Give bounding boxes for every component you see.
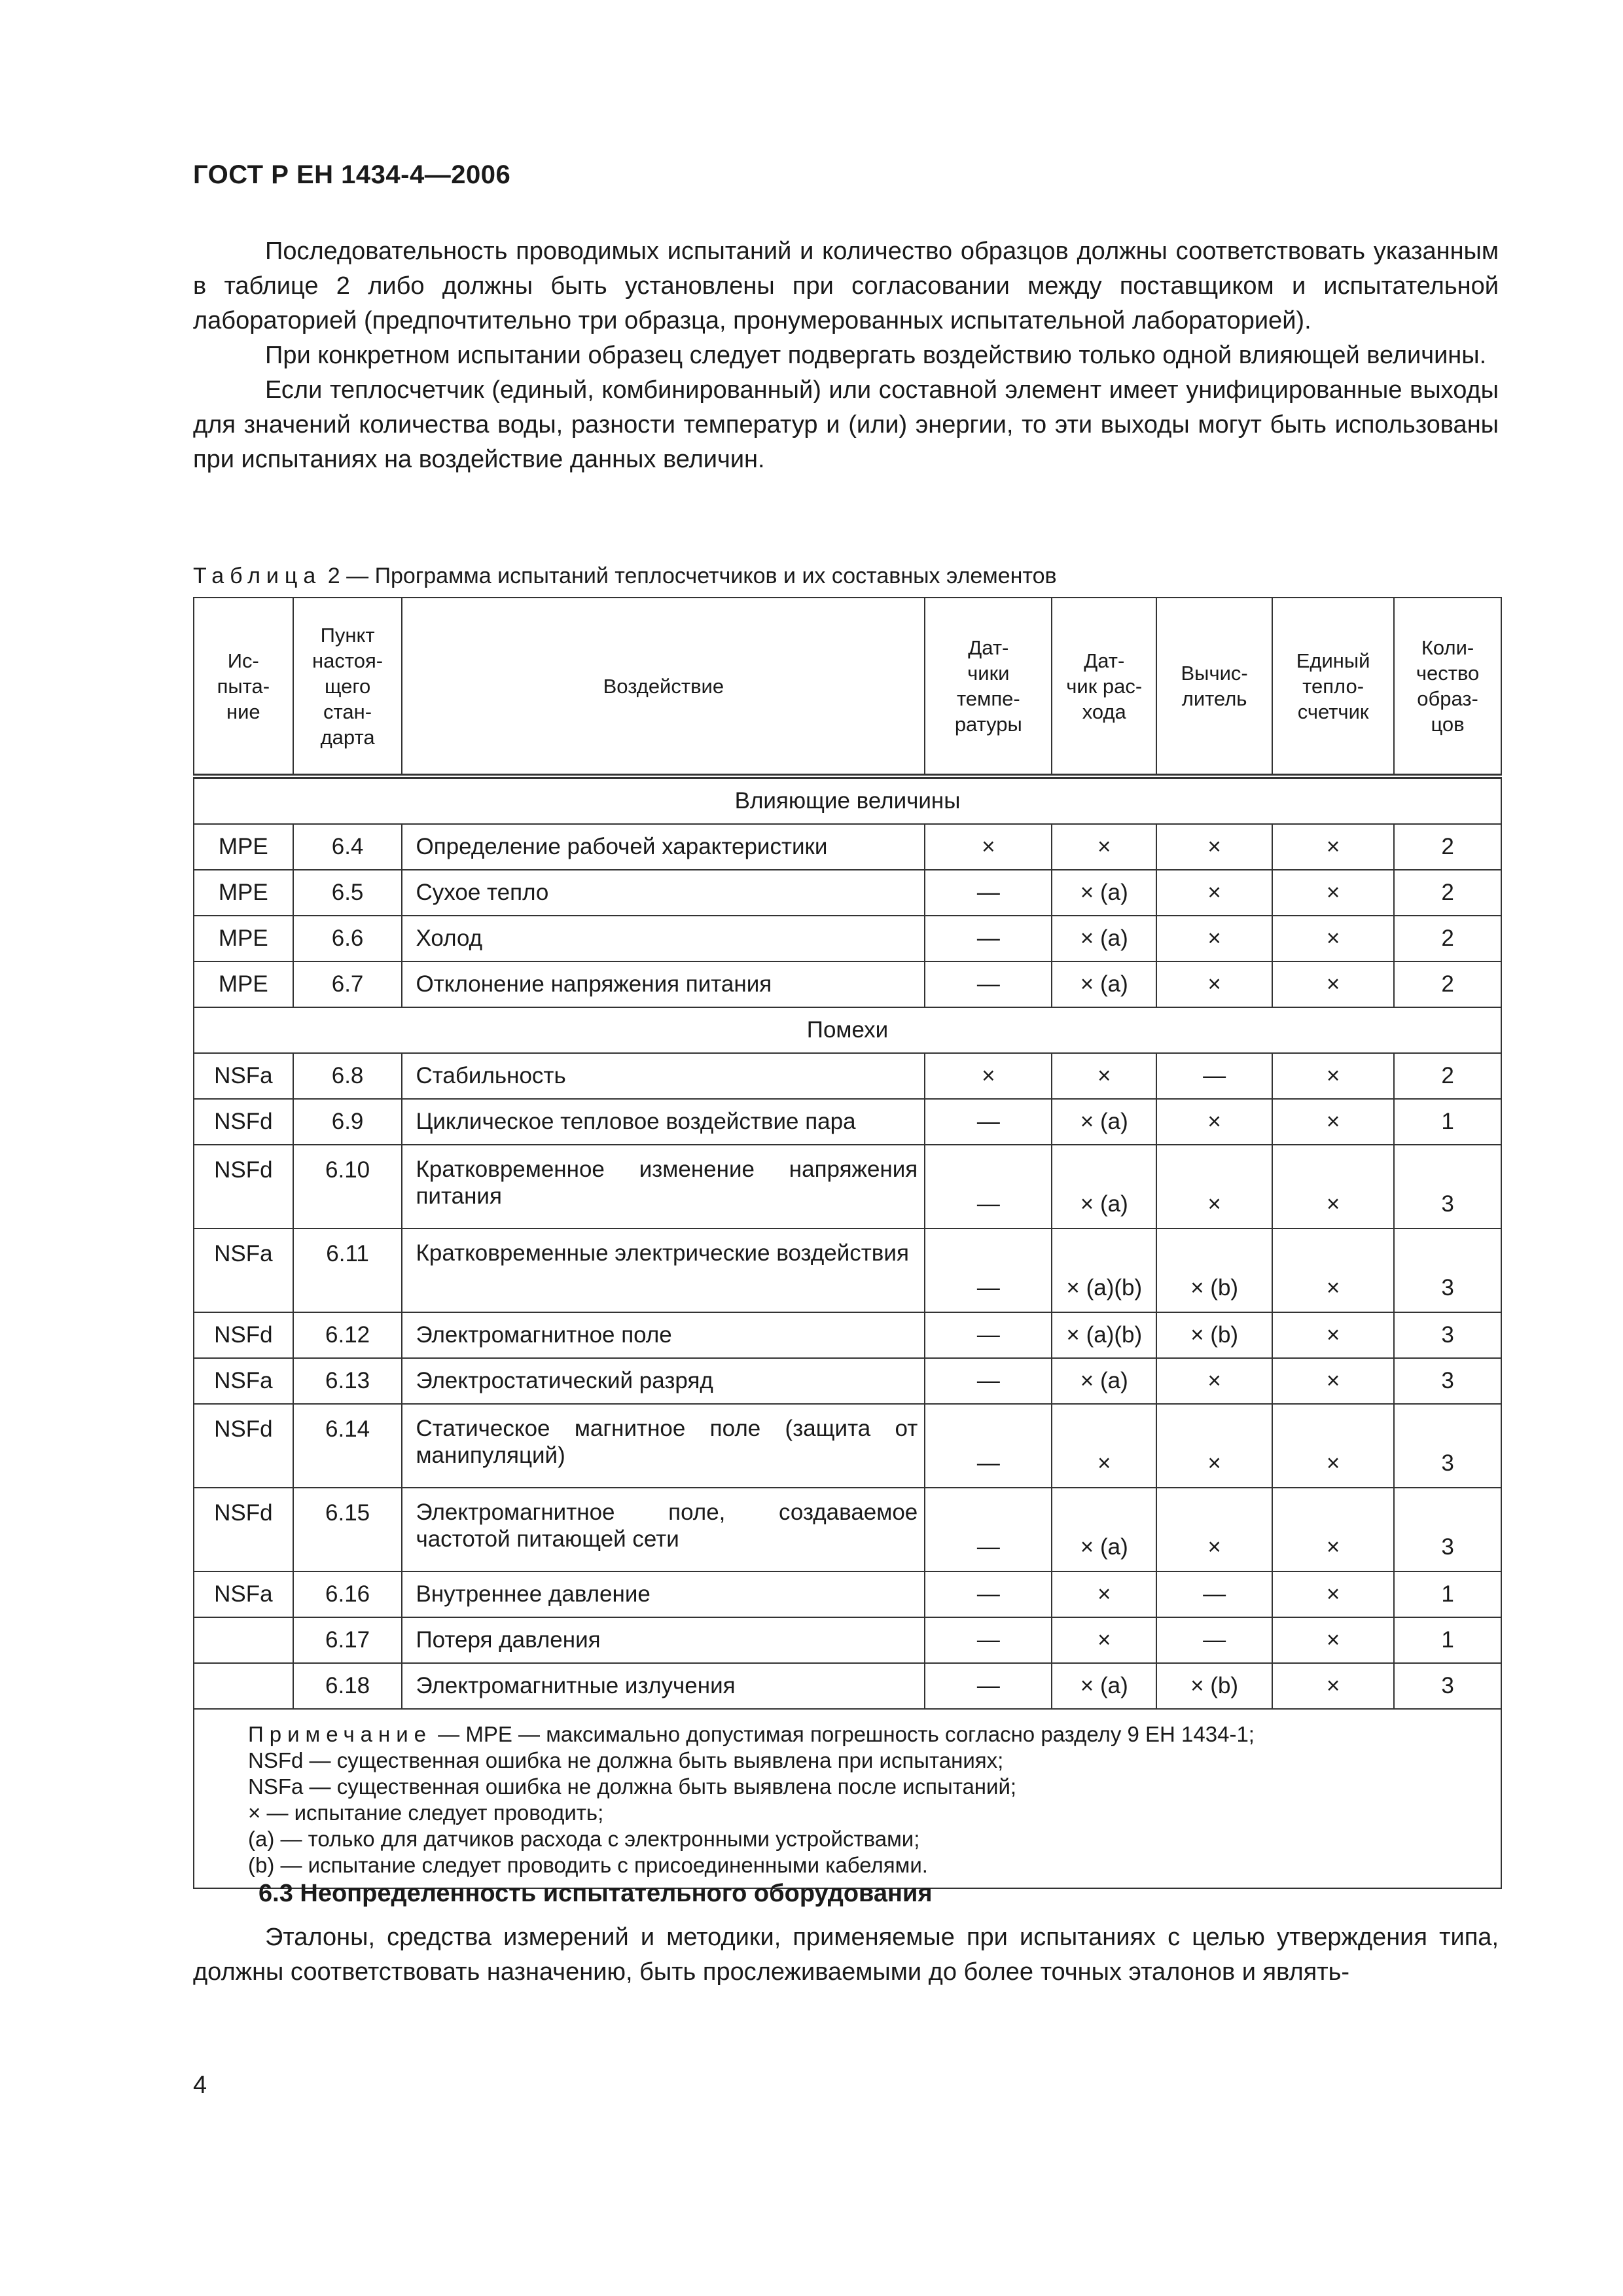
cell-clause: 6.9 — [293, 1099, 402, 1145]
cell-temperature: — — [925, 916, 1052, 961]
cell-test: NSFd — [194, 1312, 293, 1358]
cell-meter: × — [1272, 961, 1394, 1007]
cell-samples: 3 — [1394, 1145, 1501, 1229]
cell-calculator: × (b) — [1156, 1229, 1272, 1312]
cell-clause: 6.18 — [293, 1663, 402, 1709]
header-sample-count: Коли- чество образ- цов — [1394, 598, 1501, 776]
cell-samples: 1 — [1394, 1617, 1501, 1663]
table-caption — [193, 563, 1057, 589]
cell-clause: 6.14 — [293, 1404, 402, 1488]
intro-paragraph: Последовательность проводимых испытаний и количество образцов должны соответствовать указанным в таблице 2 либо должны быть установлены при согласовании между поставщиком и испытательной лабораторией (предпочтительно три образца, пронумерованных испытательной лабораторией). — [193, 238, 1499, 334]
cell-test: NSFa — [194, 1358, 293, 1404]
cell-meter: × — [1272, 1617, 1394, 1663]
table-header-row — [194, 598, 1501, 776]
header-complete-meter: Единый тепло- счетчик — [1272, 598, 1394, 776]
note-line: NSFd — существенная ошибка не должна быть выявлена при испытаниях; — [248, 1748, 1004, 1772]
intro-text — [193, 234, 1499, 477]
cell-clause: 6.8 — [293, 1053, 402, 1099]
cell-meter: × — [1272, 1229, 1394, 1312]
document-code: ГОСТ Р ЕН 1434-4—2006 — [193, 160, 511, 189]
cell-meter: × — [1272, 916, 1394, 961]
cell-flow: × (a) — [1052, 1145, 1156, 1229]
table-row — [194, 1617, 1501, 1663]
note-line — [248, 1721, 1494, 1748]
cell-flow: × (a) — [1052, 1358, 1156, 1404]
cell-test: NSFd — [194, 1488, 293, 1571]
cell-samples: 2 — [1394, 824, 1501, 870]
cell-test: NSFa — [194, 1053, 293, 1099]
cell-samples: 2 — [1394, 961, 1501, 1007]
cell-flow: × (a) — [1052, 916, 1156, 961]
cell-calculator: × — [1156, 1145, 1272, 1229]
cell-test: NSFa — [194, 1571, 293, 1617]
cell-samples: 3 — [1394, 1358, 1501, 1404]
cell-flow: × (a) — [1052, 1488, 1156, 1571]
cell-samples: 2 — [1394, 916, 1501, 961]
header-influence: Воздействие — [402, 598, 925, 776]
cell-samples: 3 — [1394, 1663, 1501, 1709]
cell-calculator: × — [1156, 1404, 1272, 1488]
cell-calculator: × — [1156, 916, 1272, 961]
note-line: × — испытание следует проводить; — [248, 1801, 604, 1825]
page-number: 4 — [193, 2072, 207, 2099]
cell-calculator: × (b) — [1156, 1663, 1272, 1709]
cell-test: MPE — [194, 916, 293, 961]
cell-flow: × (a) — [1052, 1099, 1156, 1145]
header-calculator: Вычис- литель — [1156, 598, 1272, 776]
table-row — [194, 916, 1501, 961]
cell-temperature: — — [925, 1358, 1052, 1404]
cell-samples: 2 — [1394, 870, 1501, 916]
cell-temperature: — — [925, 870, 1052, 916]
cell-influence: Холод — [402, 916, 925, 961]
cell-calculator: — — [1156, 1617, 1272, 1663]
cell-test: MPE — [194, 961, 293, 1007]
header-test: Ис- пыта- ние — [194, 598, 293, 776]
cell-influence: Внутреннее давление — [402, 1571, 925, 1617]
test-program-table — [193, 597, 1502, 1889]
table-row — [194, 1571, 1501, 1617]
cell-meter: × — [1272, 1571, 1394, 1617]
header-clause: Пункт настоя- щего стан- дарта — [293, 598, 402, 776]
cell-calculator: × — [1156, 1358, 1272, 1404]
cell-samples: 3 — [1394, 1488, 1501, 1571]
table-caption-text: 2 — Программа испытаний теплосчетчиков и их составных элементов — [327, 564, 1057, 588]
note-line: NSFa — существенная ошибка не должна быть выявлена после испытаний; — [248, 1774, 1017, 1799]
cell-influence: Кратковременные электрические воздействия — [402, 1229, 925, 1312]
cell-test: NSFd — [194, 1099, 293, 1145]
cell-clause: 6.11 — [293, 1229, 402, 1312]
cell-temperature: — — [925, 1488, 1052, 1571]
cell-calculator: — — [1156, 1571, 1272, 1617]
cell-flow: × (a)(b) — [1052, 1312, 1156, 1358]
note-word: Примечание — [248, 1722, 433, 1746]
cell-influence: Электромагнитное поле — [402, 1312, 925, 1358]
cell-samples: 3 — [1394, 1229, 1501, 1312]
cell-samples: 2 — [1394, 1053, 1501, 1099]
table-row — [194, 1488, 1501, 1571]
cell-calculator: × — [1156, 1099, 1272, 1145]
cell-clause: 6.13 — [293, 1358, 402, 1404]
cell-influence: Циклическое тепловое воздействие пара — [402, 1099, 925, 1145]
group-row — [194, 776, 1501, 824]
cell-temperature: — — [925, 1099, 1052, 1145]
table-row — [194, 1404, 1501, 1488]
cell-meter: × — [1272, 870, 1394, 916]
table-row — [194, 1053, 1501, 1099]
cell-samples: 1 — [1394, 1099, 1501, 1145]
cell-meter: × — [1272, 1053, 1394, 1099]
intro-paragraph: При конкретном испытании образец следует подвергать воздействию только одной влияющей величины. — [265, 342, 1487, 369]
table-caption-word: Таблица — [193, 564, 322, 588]
cell-flow: × (a) — [1052, 870, 1156, 916]
cell-temperature: — — [925, 1571, 1052, 1617]
cell-flow: × — [1052, 1617, 1156, 1663]
cell-clause: 6.17 — [293, 1617, 402, 1663]
cell-flow: × (a) — [1052, 961, 1156, 1007]
cell-meter: × — [1272, 1663, 1394, 1709]
cell-temperature: × — [925, 824, 1052, 870]
table-row — [194, 1229, 1501, 1312]
section-body — [193, 1920, 1499, 1990]
cell-samples: 1 — [1394, 1571, 1501, 1617]
cell-influence: Статическое магнитное поле (защита от манипуляций) — [402, 1404, 925, 1488]
cell-temperature: — — [925, 1663, 1052, 1709]
cell-flow: × — [1052, 824, 1156, 870]
cell-influence: Определение рабочей характеристики — [402, 824, 925, 870]
cell-meter: × — [1272, 1358, 1394, 1404]
cell-meter: × — [1272, 1488, 1394, 1571]
cell-temperature: — — [925, 1617, 1052, 1663]
note-line: (b) — испытание следует проводить с присоединенными кабелями. — [248, 1853, 928, 1877]
cell-calculator: × — [1156, 870, 1272, 916]
cell-calculator: × — [1156, 824, 1272, 870]
cell-clause: 6.10 — [293, 1145, 402, 1229]
cell-meter: × — [1272, 1099, 1394, 1145]
cell-influence: Потеря давления — [402, 1617, 925, 1663]
table-row — [194, 1358, 1501, 1404]
cell-clause: 6.5 — [293, 870, 402, 916]
cell-temperature: — — [925, 1145, 1052, 1229]
table-row — [194, 961, 1501, 1007]
cell-meter: × — [1272, 1312, 1394, 1358]
table-row — [194, 1663, 1501, 1709]
cell-clause: 6.7 — [293, 961, 402, 1007]
cell-meter: × — [1272, 1404, 1394, 1488]
cell-temperature: — — [925, 1312, 1052, 1358]
cell-meter: × — [1272, 1145, 1394, 1229]
cell-flow: × — [1052, 1571, 1156, 1617]
cell-flow: × (a)(b) — [1052, 1229, 1156, 1312]
cell-samples: 3 — [1394, 1312, 1501, 1358]
cell-test — [194, 1617, 293, 1663]
cell-clause: 6.4 — [293, 824, 402, 870]
cell-test: NSFd — [194, 1145, 293, 1229]
cell-clause: 6.16 — [293, 1571, 402, 1617]
table-row — [194, 870, 1501, 916]
table-row — [194, 824, 1501, 870]
cell-temperature: — — [925, 1404, 1052, 1488]
cell-temperature: × — [925, 1053, 1052, 1099]
cell-clause: 6.12 — [293, 1312, 402, 1358]
cell-test — [194, 1663, 293, 1709]
header-flow-sensor: Дат- чик рас- хода — [1052, 598, 1156, 776]
group-interference-label: Помехи — [194, 1007, 1501, 1053]
table-row — [194, 1312, 1501, 1358]
table-row — [194, 1099, 1501, 1145]
cell-influence: Электростатический разряд — [402, 1358, 925, 1404]
cell-calculator: × — [1156, 1488, 1272, 1571]
cell-influence: Электромагнитные излучения — [402, 1663, 925, 1709]
note-line: (a) — только для датчиков расхода с электронными устройствами; — [248, 1827, 920, 1851]
cell-clause: 6.15 — [293, 1488, 402, 1571]
section-paragraph: Эталоны, средства измерений и методики, применяемые при испытаниях с целью утверждения типа, должны соответствовать назначению, быть прослеживаемыми до более точных эталонов и являть- — [193, 1924, 1499, 1986]
group-row — [194, 1007, 1501, 1053]
cell-clause: 6.6 — [293, 916, 402, 961]
intro-paragraph: Если теплосчетчик (единый, комбинированный) или составной элемент имеет унифицированные выходы для значений количества воды, разности температур и (или) энергии, то эти выходы могут быть использованы при испытаниях на воздействие данных величин. — [193, 376, 1499, 473]
cell-calculator: × (b) — [1156, 1312, 1272, 1358]
cell-influence: Стабильность — [402, 1053, 925, 1099]
cell-flow: × (a) — [1052, 1663, 1156, 1709]
cell-test: NSFd — [194, 1404, 293, 1488]
section-title: 6.3 Неопределенность испытательного оборудования — [259, 1880, 933, 1907]
cell-influence: Отклонение напряжения питания — [402, 961, 925, 1007]
cell-calculator: — — [1156, 1053, 1272, 1099]
cell-influence: Сухое тепло — [402, 870, 925, 916]
header-temperature-sensors: Дат- чики темпе- ратуры — [925, 598, 1052, 776]
cell-samples: 3 — [1394, 1404, 1501, 1488]
note-text: — MPE — максимально допустимая погрешность согласно разделу 9 ЕН 1434-1; — [432, 1722, 1255, 1746]
table-note-row — [194, 1709, 1501, 1888]
cell-flow: × — [1052, 1404, 1156, 1488]
cell-influence: Электромагнитное поле, создаваемое частотой питающей сети — [402, 1488, 925, 1571]
cell-meter: × — [1272, 824, 1394, 870]
cell-temperature: — — [925, 961, 1052, 1007]
table-note — [194, 1709, 1501, 1888]
cell-calculator: × — [1156, 961, 1272, 1007]
group-influence-label: Влияющие величины — [194, 776, 1501, 824]
cell-test: NSFa — [194, 1229, 293, 1312]
table-row — [194, 1145, 1501, 1229]
cell-flow: × — [1052, 1053, 1156, 1099]
cell-test: MPE — [194, 824, 293, 870]
cell-temperature: — — [925, 1229, 1052, 1312]
cell-influence: Кратковременное изменение напряжения питания — [402, 1145, 925, 1229]
cell-test: MPE — [194, 870, 293, 916]
